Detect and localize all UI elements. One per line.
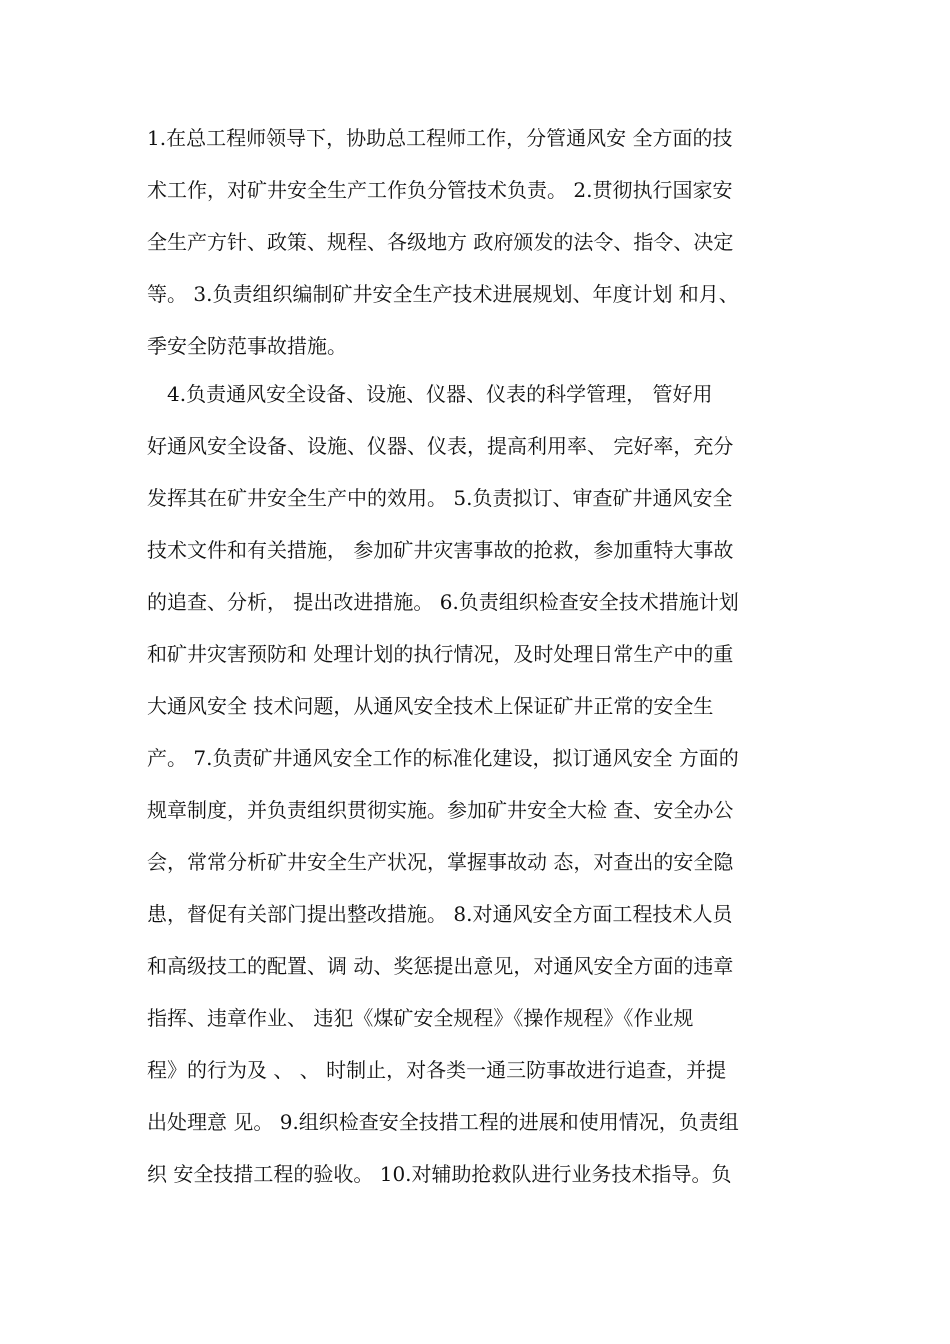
text-line: 规章制度，并负责组织贯彻实施。参加矿井安全大检 查、安全办公	[147, 798, 734, 822]
paragraph-2	[147, 368, 807, 1200]
text-line: 4.负责通风安全设备、设施、仪器、仪表的科学管理， 管好用	[147, 382, 713, 406]
text-line: 好通风安全设备、设施、仪器、仪表，提高利用率、 完好率，充分	[147, 434, 734, 458]
text-line: 1.在总工程师领导下，协助总工程师工作，分管通风安 全方面的技	[147, 126, 733, 150]
text-line: 全生产方针、政策、规程、各级地方 政府颁发的法令、指令、决定	[147, 230, 734, 254]
text-line: 程》的行为及 、 、 时制止，对各类一通三防事故进行追查，并提	[147, 1058, 727, 1082]
text-line: 和矿井灾害预防和 处理计划的执行情况，及时处理日常生产中的重	[147, 642, 734, 666]
text-line: 产。 7.负责矿井通风安全工作的标准化建设，拟订通风安全 方面的	[147, 746, 739, 770]
paragraph-1	[147, 112, 807, 372]
text-line: 术工作，对矿井安全生产工作负分管技术负责。 2.贯彻执行国家安	[147, 178, 733, 202]
text-line: 等。 3.负责组织编制矿井安全生产技术进展规划、年度计划 和月、	[147, 282, 739, 306]
text-line: 季安全防范事故措施。	[147, 334, 347, 358]
text-line: 发挥其在矿井安全生产中的效用。 5.负责拟订、审查矿井通风安全	[147, 486, 733, 510]
text-line: 指挥、违章作业、 违犯《煤矿安全规程》《操作规程》《作业规	[147, 1006, 694, 1030]
text-line: 出处理意 见。 9.组织检查安全技措工程的进展和使用情况，负责组	[147, 1110, 739, 1134]
text-line: 患，督促有关部门提出整改措施。 8.对通风安全方面工程技术人员	[147, 902, 733, 926]
text-line: 技术文件和有关措施， 参加矿井灾害事故的抢救，参加重特大事故	[147, 538, 734, 562]
text-line: 织 安全技措工程的验收。 10.对辅助抢救队进行业务技术指导。负	[147, 1162, 732, 1186]
text-line: 的追查、分析， 提出改进措施。 6.负责组织检查安全技术措施计划	[147, 590, 739, 614]
text-line: 大通风安全 技术问题，从通风安全技术上保证矿井正常的安全生	[147, 694, 714, 718]
text-line: 和高级技工的配置、调 动、奖惩提出意见，对通风安全方面的违章	[147, 954, 734, 978]
text-line: 会，常常分析矿井安全生产状况，掌握事故动 态，对查出的安全隐	[147, 850, 734, 874]
